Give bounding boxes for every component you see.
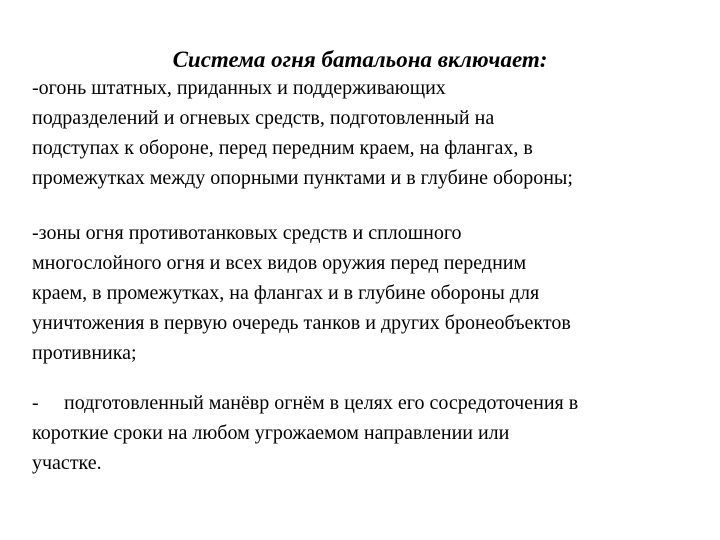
slide-title: Система огня батальона включает: bbox=[172, 47, 548, 72]
list-item-fire-of-units bbox=[32, 73, 702, 193]
text-line-content: подготовленный манёвр огнём в целях его сосредоточения в bbox=[64, 392, 579, 414]
text-line: участке. bbox=[32, 452, 102, 474]
dash-marker: - bbox=[32, 392, 39, 414]
text-line: многослойного огня и всех видов оружия перед передним bbox=[32, 252, 527, 274]
text-line: подразделений и огневых средств, подготовленный на bbox=[32, 107, 495, 129]
list-item-fire-maneuver bbox=[32, 388, 702, 478]
text-line: промежутках между опорными пунктами и в глубине обороны; bbox=[32, 167, 573, 189]
text-line: -огонь штатных, приданных и поддерживающих bbox=[32, 77, 446, 99]
text-line: уничтожения в первую очередь танков и других бронеобъектов bbox=[32, 312, 571, 334]
text-line: краем, в промежутках, на флангах и в глубине обороны для bbox=[32, 282, 540, 304]
text-line: -зоны огня противотанковых средств и сплошного bbox=[32, 222, 462, 244]
text-line: противника; bbox=[32, 342, 137, 364]
text-line bbox=[32, 388, 702, 418]
text-line: короткие сроки на любом угрожаемом направлении или bbox=[32, 422, 510, 444]
text-line: подступах к обороне, перед передним краем, на флангах, в bbox=[32, 137, 533, 159]
list-item-fire-zones bbox=[32, 218, 702, 368]
